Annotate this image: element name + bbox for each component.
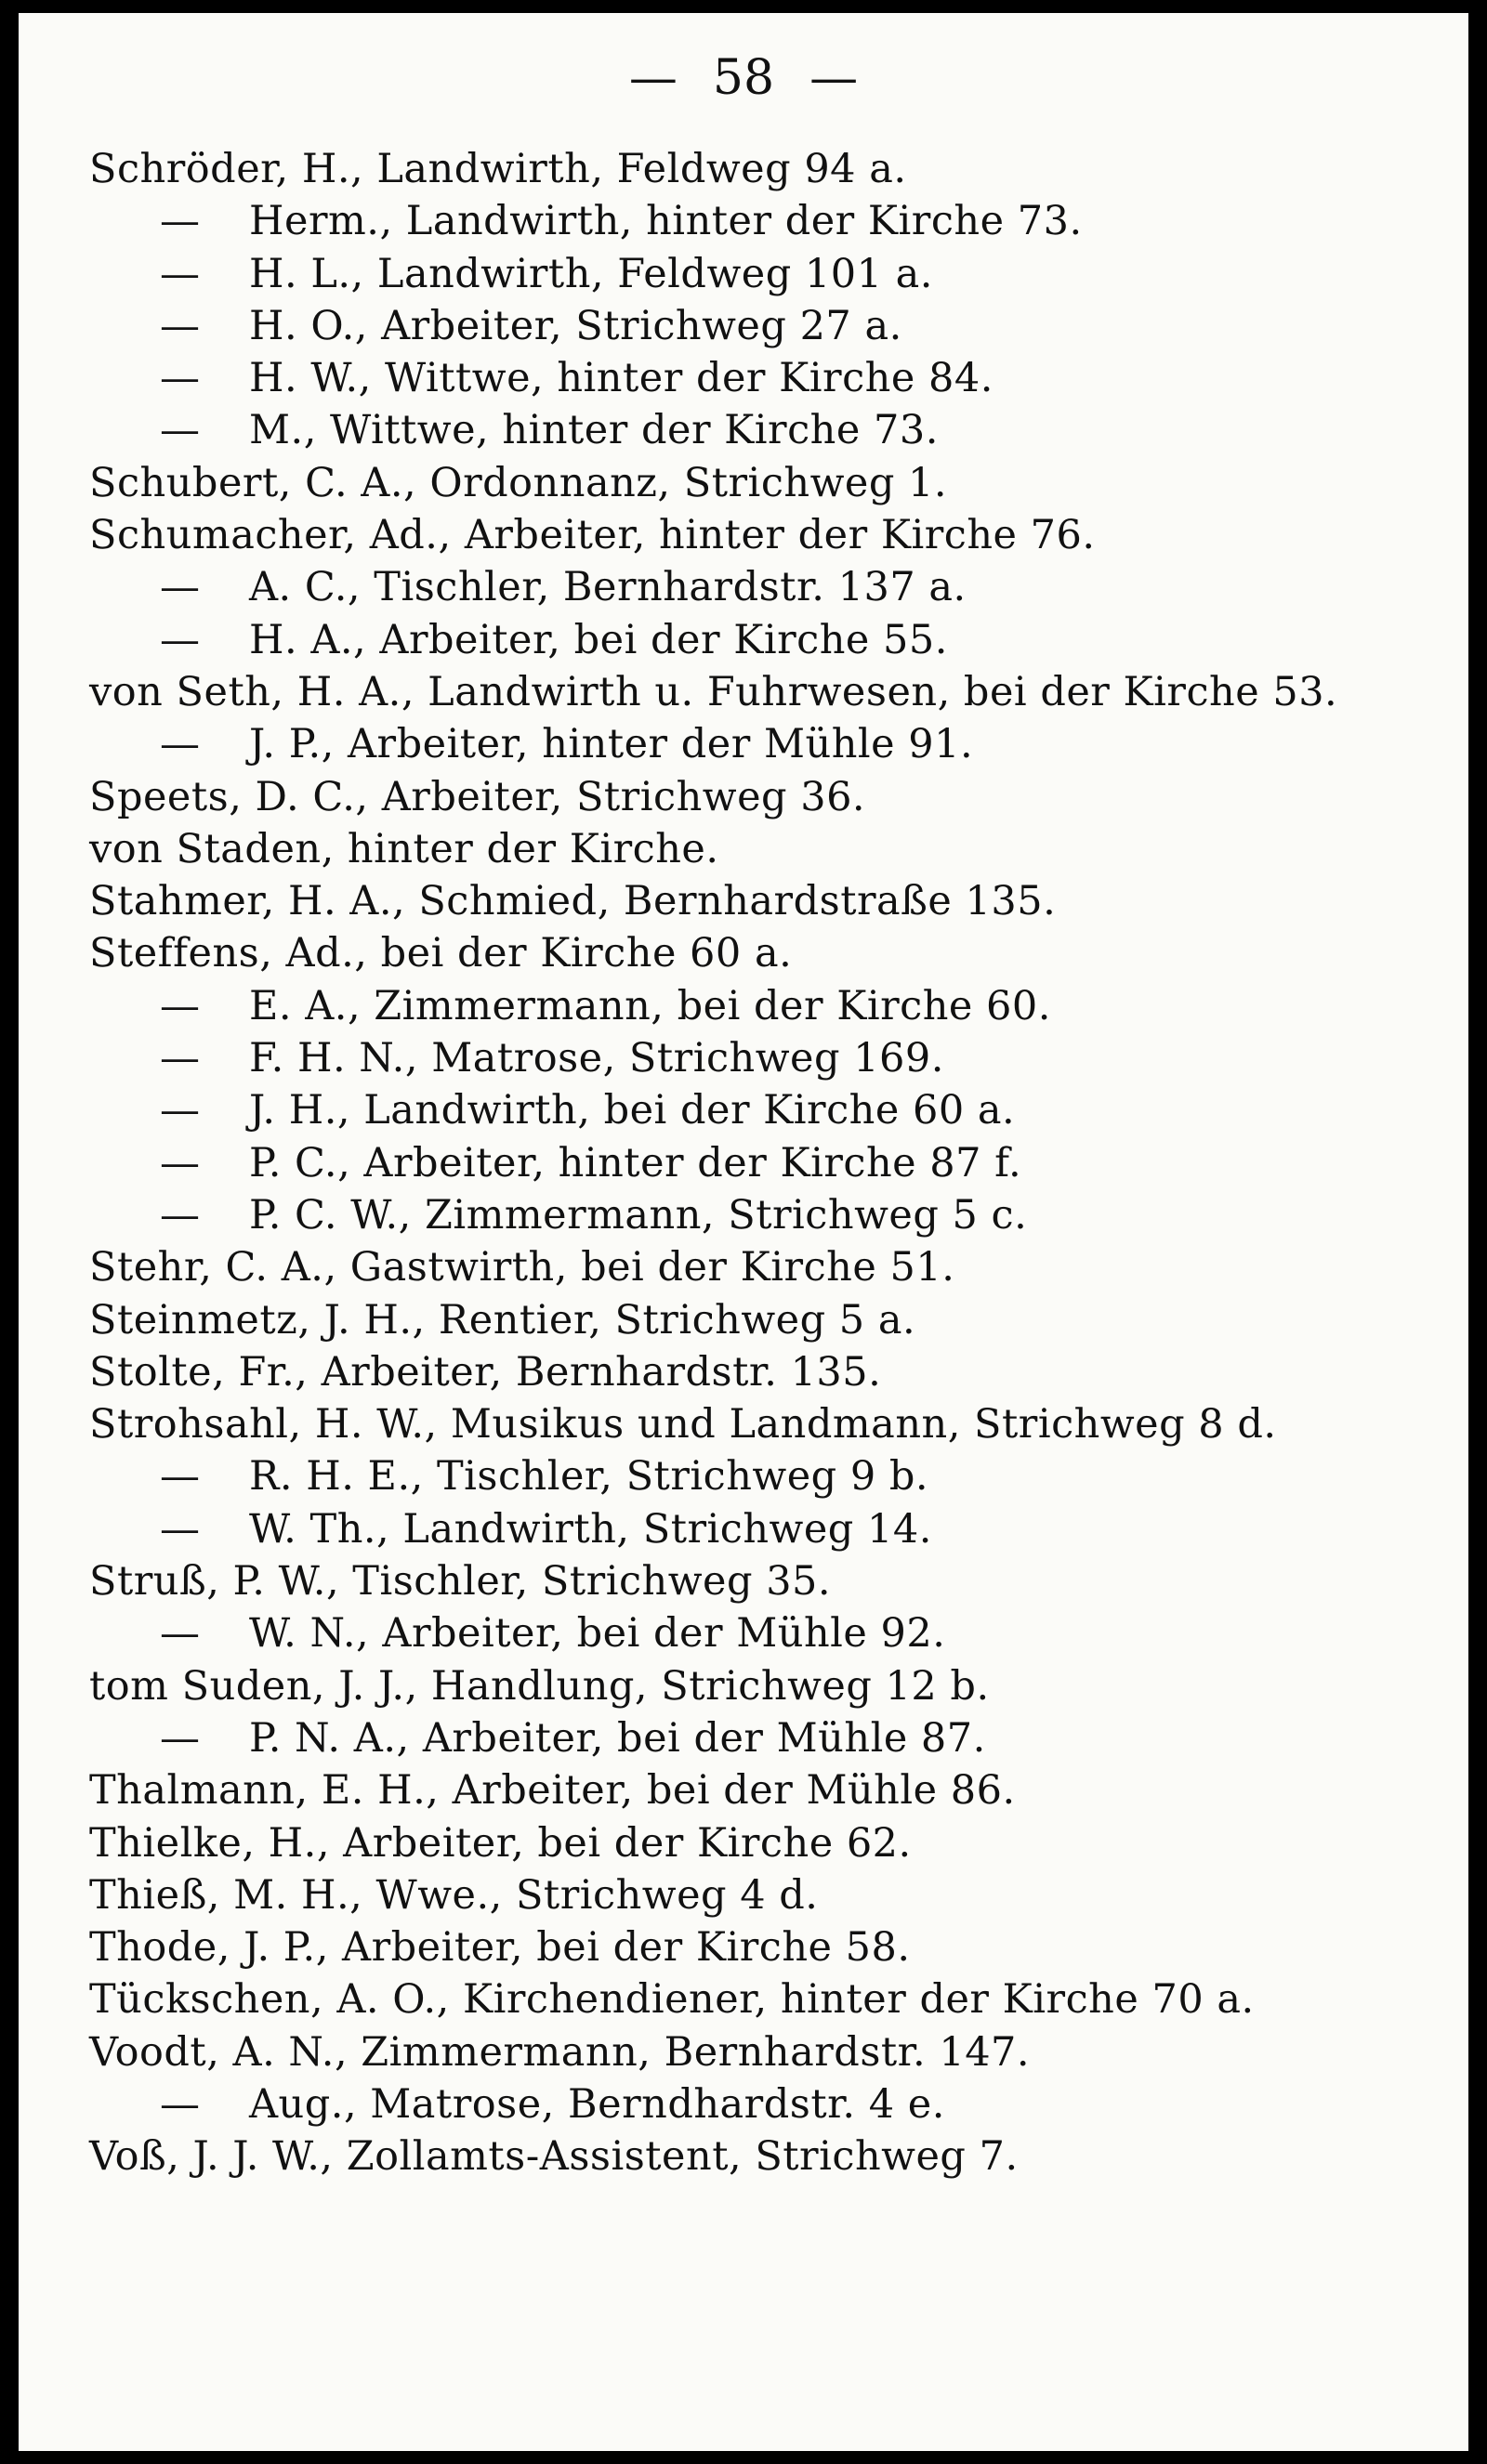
ditto-dash: —	[160, 198, 201, 245]
directory-entry-continuation	[76, 980, 1450, 1032]
directory-entry	[76, 457, 1450, 509]
entry-text: F. H. N., Matrose, Strichweg 169.	[249, 1035, 944, 1082]
entry-text: Stahmer, H. A., Schmied, Bernhardstraße 135.	[89, 878, 1057, 925]
ditto-dash: —	[160, 2080, 201, 2128]
entry-text: Strohsahl, H. W., Musikus und Landmann, Strichweg 8 d.	[89, 1401, 1277, 1448]
directory-entry-continuation	[76, 1712, 1450, 1764]
directory-entry-continuation	[76, 1137, 1450, 1189]
directory-entry	[76, 1398, 1450, 1450]
entry-text: Stolte, Fr., Arbeiter, Bernhardstr. 135.	[89, 1348, 882, 1396]
ditto-dash: —	[160, 250, 201, 297]
directory-entry	[76, 1869, 1450, 1921]
entry-text: H. A., Arbeiter, bei der Kirche 55.	[249, 616, 948, 663]
entry-text: J. P., Arbeiter, hinter der Mühle 91.	[249, 721, 974, 768]
entry-text: Voodt, A. N., Zimmermann, Bernhardstr. 147.	[89, 2028, 1031, 2076]
entry-text: Struß, P. W., Tischler, Strichweg 35.	[89, 1558, 832, 1606]
entry-text: von Seth, H. A., Landwirth u. Fuhrwesen, bei der Kirche 53.	[89, 668, 1338, 715]
entry-text: P. C., Arbeiter, hinter der Kirche 87 f.	[249, 1139, 1022, 1186]
entry-text: Thode, J. P., Arbeiter, bei der Kirche 58.	[89, 1924, 911, 1972]
entry-text: H. W., Wittwe, hinter der Kirche 84.	[249, 355, 994, 402]
directory-entry	[76, 1817, 1450, 1869]
directory-entry-continuation	[76, 561, 1450, 613]
ditto-dash: —	[160, 302, 201, 349]
directory-entry-continuation	[76, 404, 1450, 456]
entry-text: Thieß, M. H., Wwe., Strichweg 4 d.	[89, 1871, 819, 1919]
directory-entry	[76, 1346, 1450, 1398]
directory-entry-continuation	[76, 1450, 1450, 1502]
directory-entry	[76, 1660, 1450, 1712]
entry-text: Thalmann, E. H., Arbeiter, bei der Mühle 86.	[89, 1767, 1016, 1815]
entry-text: P. N. A., Arbeiter, bei der Mühle 87.	[249, 1714, 986, 1762]
directory-entry	[76, 1294, 1450, 1346]
entry-text: tom Suden, J. J., Handlung, Strichweg 12 b.	[89, 1662, 990, 1710]
directory-entry	[76, 823, 1450, 875]
directory-entry-continuation	[76, 248, 1450, 300]
entry-text: Schumacher, Ad., Arbeiter, hinter der Kirche 76.	[89, 512, 1096, 559]
directory-entry	[76, 771, 1450, 823]
directory-entry-continuation	[76, 195, 1450, 247]
directory-entry-continuation	[76, 300, 1450, 352]
entry-text: E. A., Zimmermann, bei der Kirche 60.	[249, 982, 1051, 1029]
entry-text: Speets, D. C., Arbeiter, Strichweg 36.	[89, 773, 866, 820]
directory-entry	[76, 143, 1450, 195]
ditto-dash: —	[160, 1087, 201, 1134]
entry-text: Schubert, C. A., Ordonnanz, Strichweg 1.	[89, 459, 948, 506]
ditto-dash: —	[160, 616, 201, 663]
ditto-dash: —	[160, 982, 201, 1029]
directory-entry	[76, 1921, 1450, 1973]
entry-text: H. O., Arbeiter, Strichweg 27 a.	[249, 302, 902, 349]
entry-text: A. C., Tischler, Bernhardstr. 137 a.	[249, 564, 967, 611]
directory-entry	[76, 666, 1450, 718]
entry-text: W. N., Arbeiter, bei der Mühle 92.	[249, 1610, 946, 1658]
entry-text: Thielke, H., Arbeiter, bei der Kirche 62.	[89, 1819, 912, 1867]
entry-text: W. Th., Landwirth, Strichweg 14.	[249, 1505, 932, 1553]
directory-entry-continuation	[76, 1189, 1450, 1241]
ditto-dash: —	[160, 1035, 201, 1082]
ditto-dash: —	[160, 407, 201, 454]
entry-text: Steinmetz, J. H., Rentier, Strichweg 5 a.	[89, 1296, 916, 1343]
directory-entry	[76, 1764, 1450, 1816]
entry-text: Steffens, Ad., bei der Kirche 60 a.	[89, 930, 793, 977]
page-header	[19, 48, 1468, 108]
ditto-dash: —	[160, 355, 201, 402]
entry-text: H. L., Landwirth, Feldweg 101 a.	[249, 250, 933, 297]
entry-text: Voß, J. J. W., Zollamts-Assistent, Strichweg 7.	[89, 2133, 1019, 2181]
directory-entry	[76, 927, 1450, 979]
directory-entry	[76, 509, 1450, 561]
directory-entry-continuation	[76, 2078, 1450, 2130]
directory-entry-continuation	[76, 718, 1450, 770]
entry-text: von Staden, hinter der Kirche.	[89, 825, 719, 872]
directory-entry	[76, 875, 1450, 927]
directory-entry-continuation	[76, 352, 1450, 404]
header-dash-left: —	[628, 50, 678, 106]
directory-page	[19, 13, 1468, 2451]
ditto-dash: —	[160, 1505, 201, 1553]
directory-entry-continuation	[76, 614, 1450, 666]
entry-text: M., Wittwe, hinter der Kirche 73.	[249, 407, 939, 454]
directory-entry	[76, 1241, 1450, 1293]
directory-entry-continuation	[76, 1503, 1450, 1555]
ditto-dash: —	[160, 1453, 201, 1501]
directory-entry-continuation	[76, 1084, 1450, 1136]
directory-entry	[76, 2130, 1450, 2182]
ditto-dash: —	[160, 721, 201, 768]
directory-entries	[76, 143, 1450, 2183]
page-number: 58	[712, 50, 775, 106]
entry-text: Tückschen, A. O., Kirchendiener, hinter der Kirche 70 a.	[89, 1976, 1255, 2024]
directory-entry-continuation	[76, 1032, 1450, 1084]
entry-text: Schröder, H., Landwirth, Feldweg 94 a.	[89, 146, 907, 192]
directory-entry	[76, 1973, 1450, 2025]
header-dash-right: —	[809, 50, 859, 106]
ditto-dash: —	[160, 1191, 201, 1239]
ditto-dash: —	[160, 1610, 201, 1658]
ditto-dash: —	[160, 564, 201, 611]
entry-text: J. H., Landwirth, bei der Kirche 60 a.	[249, 1087, 1016, 1134]
entry-text: Aug., Matrose, Berndhardstr. 4 e.	[249, 2080, 945, 2128]
ditto-dash: —	[160, 1139, 201, 1186]
directory-entry	[76, 1555, 1450, 1607]
directory-entry	[76, 2026, 1450, 2078]
entry-text: Herm., Landwirth, hinter der Kirche 73.	[249, 198, 1083, 245]
entry-text: R. H. E., Tischler, Strichweg 9 b.	[249, 1453, 929, 1501]
entry-text: P. C. W., Zimmermann, Strichweg 5 c.	[249, 1191, 1028, 1239]
directory-entry-continuation	[76, 1607, 1450, 1659]
entry-text: Stehr, C. A., Gastwirth, bei der Kirche 51.	[89, 1244, 955, 1291]
ditto-dash: —	[160, 1714, 201, 1762]
